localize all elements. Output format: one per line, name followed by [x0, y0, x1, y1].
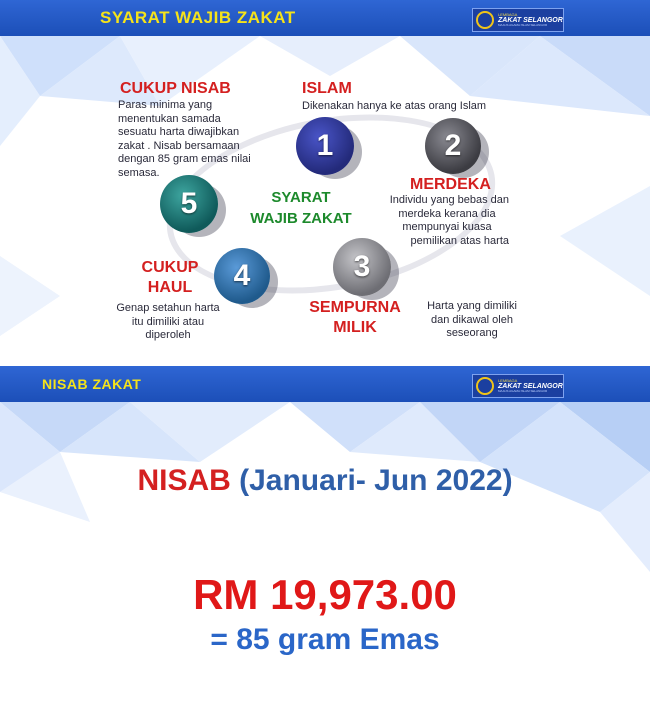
logo-subtitle: MAJLIS AGAMA ISLAM SELANGOR	[498, 23, 548, 27]
desc-line: Harta yang dimiliki	[427, 300, 517, 312]
nisab-period: (Januari- Jun 2022)	[239, 464, 513, 497]
desc-line: merdeka kerana dia	[398, 207, 496, 220]
desc-line: Paras minima yang	[118, 99, 213, 111]
ball-1-number: 1	[316, 129, 334, 162]
item-merdeka-desc	[385, 194, 509, 248]
item-islam-desc: Dikenakan hanya ke atas orang Islam	[302, 100, 487, 112]
nisab-equivalent: = 85 gram Emas	[210, 623, 440, 656]
title-line: MILIK	[333, 319, 377, 336]
desc-line: dan dikawal oleh	[431, 313, 513, 326]
title-line: CUKUP	[141, 259, 199, 276]
desc-line: Genap setahun harta	[116, 302, 220, 314]
logo-lembaga: LEMBAGA	[498, 378, 518, 383]
ball-5-number: 5	[180, 187, 198, 220]
zakat-selangor-logo	[472, 374, 564, 398]
item-cukup-haul-desc	[105, 302, 231, 343]
ball-3	[333, 238, 391, 296]
logo-emblem-icon	[476, 377, 494, 395]
ball-2-number: 2	[444, 129, 462, 162]
ball-1	[296, 117, 354, 175]
zakat-selangor-logo	[472, 8, 564, 32]
title-line: SEMPURNA	[309, 299, 401, 316]
ball-4-number: 4	[233, 259, 251, 292]
logo-emblem-icon	[476, 11, 494, 29]
desc-line: menentukan samada	[118, 112, 221, 125]
item-merdeka-title: MERDEKA	[410, 176, 491, 193]
item-cukup-nisab-desc	[118, 99, 251, 180]
item-sempurna-milik-title	[300, 298, 410, 338]
title-line: HAUL	[147, 279, 193, 296]
item-sempurna-milik-desc	[416, 300, 528, 341]
center-title-line1: SYARAT	[271, 189, 331, 206]
slide-title: SYARAT WAJIB ZAKAT	[100, 8, 296, 27]
ball-5	[160, 175, 218, 233]
desc-line: mempunyai kuasa	[402, 221, 492, 233]
logo-subtitle: MAJLIS AGAMA ISLAM SELANGOR	[498, 389, 548, 393]
desc-line: zakat . Nisab bersamaan	[118, 139, 240, 152]
desc-line: pemilikan atas harta	[410, 234, 509, 247]
logo-lembaga: LEMBAGA	[498, 12, 518, 17]
ball-3-number: 3	[353, 250, 371, 283]
slide-title: NISAB ZAKAT	[42, 376, 142, 392]
slide-nisab-zakat	[0, 366, 650, 720]
desc-line: diperoleh	[145, 329, 191, 341]
center-title-line2: WAJIB ZAKAT	[250, 210, 352, 227]
desc-line: Individu yang bebas dan	[389, 194, 509, 206]
item-cukup-haul-title	[130, 258, 210, 298]
item-islam-title: ISLAM	[302, 80, 352, 97]
nisab-amount: RM 19,973.00	[193, 571, 457, 618]
logo-name: ZAKAT SELANGOR	[498, 383, 563, 390]
desc-line: seseorang	[446, 327, 498, 339]
logo-name: ZAKAT SELANGOR	[498, 17, 563, 24]
background-triangles	[0, 402, 650, 720]
desc-line: semasa.	[118, 166, 160, 179]
center-title	[236, 187, 366, 229]
nisab-heading	[0, 464, 650, 498]
desc-line: dengan 85 gram emas nilai	[118, 153, 251, 165]
ball-2	[425, 118, 481, 174]
ball-4	[214, 248, 270, 304]
item-cukup-nisab-title: CUKUP NISAB	[120, 80, 231, 97]
desc-line: itu dimiliki atau	[131, 315, 205, 328]
desc-line: sesuatu harta diwajibkan	[118, 126, 240, 138]
nisab-word: NISAB	[137, 464, 231, 497]
